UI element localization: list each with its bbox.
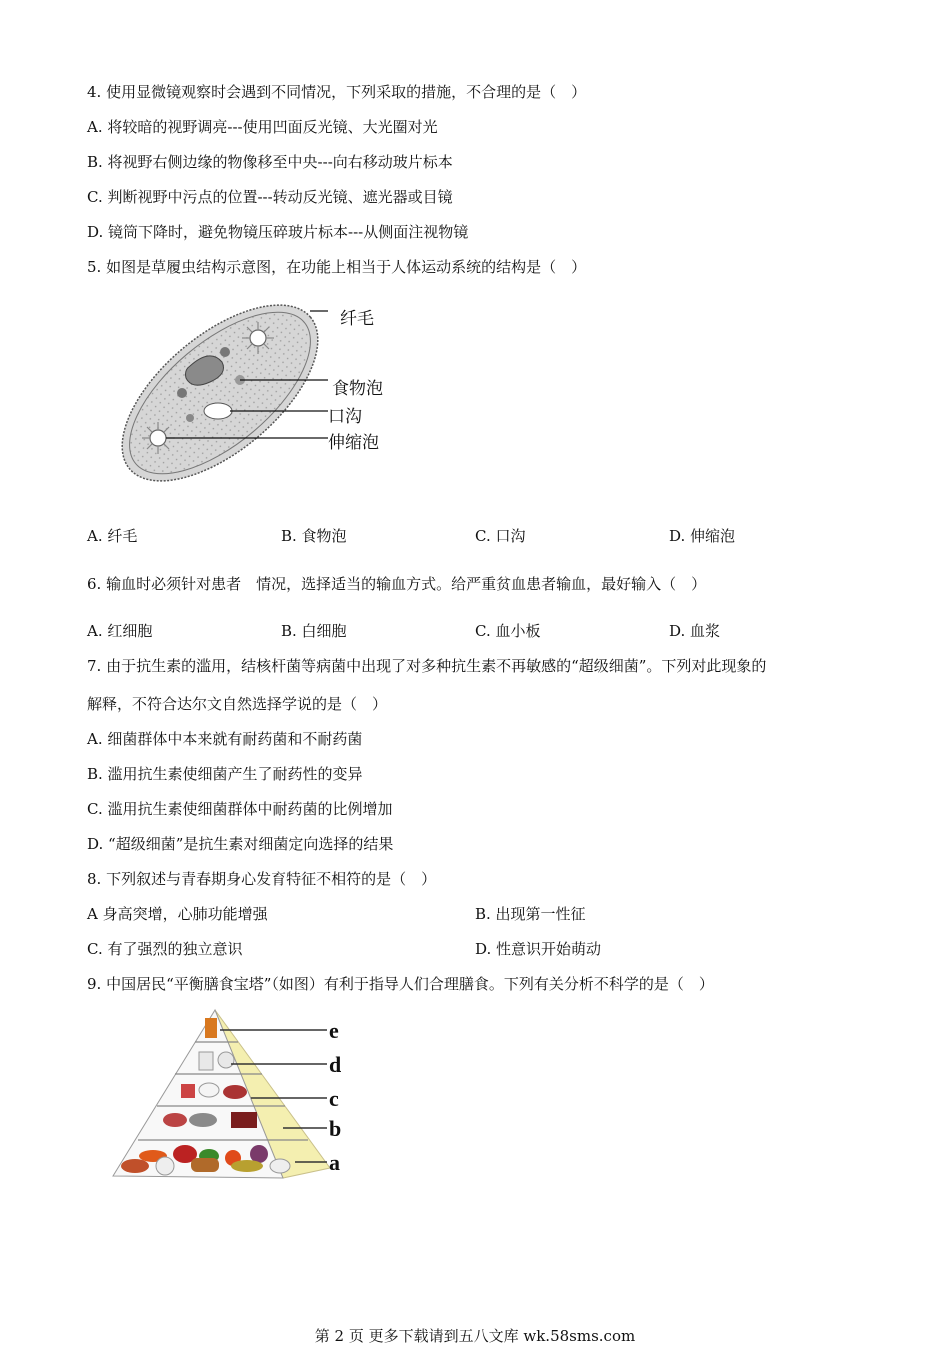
q4-option-c: C. 判断视野中污点的位置---转动反光镜、遮光器或目镜 (87, 188, 453, 206)
q8-option-a: A 身高突增，心肺功能增强 (87, 905, 268, 923)
q5-stem: 5. 如图是草履虫结构示意图，在功能上相当于人体运动系统的结构是（ ） (87, 258, 587, 276)
q4-stem: 4. 使用显微镜观察时会遇到不同情况，下列采取的措施，不合理的是（ ） (87, 83, 587, 101)
paramecium-label-oral-groove: 口沟 (328, 407, 362, 427)
q6-option-b: B. 白细胞 (281, 622, 347, 640)
q7-option-a: A. 细菌群体中本来就有耐药菌和不耐药菌 (87, 730, 363, 748)
q6-option-c: C. 血小板 (475, 622, 541, 640)
q8-option-d: D. 性意识开始萌动 (475, 940, 602, 958)
pyramid-label-d: d (329, 1052, 342, 1077)
q6-option-a: A. 红细胞 (87, 622, 153, 640)
q4-option-d: D. 镜筒下降时，避免物镜压碎玻片标本---从侧面注视物镜 (87, 223, 469, 241)
q7-stem-line1: 7. 由于抗生素的滥用，结核杆菌等病菌中出现了对多种抗生素不再敏感的“超级细菌”。下列对此现象的 (87, 657, 767, 675)
q7-option-b: B. 滥用抗生素使细菌产生了耐药性的变异 (87, 765, 363, 783)
q6-stem: 6. 输血时必须针对患者 情况，选择适当的输血方式。给严重贫血患者输血，最好输入（ ） (87, 575, 707, 593)
q7-stem-line2: 解释，不符合达尔文自然选择学说的是（ ） (87, 695, 388, 713)
pyramid-label-a: a (329, 1150, 340, 1175)
food-pyramid-figure (105, 1008, 345, 1180)
q5-option-c: C. 口沟 (475, 527, 526, 545)
paramecium-label-food-vacuole: 食物泡 (332, 379, 383, 399)
q4-option-b: B. 将视野右侧边缘的物像移至中央---向右移动玻片标本 (87, 153, 453, 171)
q5-option-a: A. 纤毛 (87, 527, 138, 545)
q6-option-d: D. 血浆 (669, 622, 721, 640)
page-footer: 第 2 页 更多下载请到五八文库 wk.58sms.com (314, 1327, 636, 1345)
q8-option-c: C. 有了强烈的独立意识 (87, 940, 243, 958)
q9-stem: 9. 中国居民“平衡膳食宝塔”（如图）有利于指导人们合理膳食。下列有关分析不科学的是（ ） (87, 975, 714, 993)
paramecium-label-contractile-vacuole: 伸缩泡 (328, 433, 379, 453)
q8-stem: 8. 下列叙述与青春期身心发育特征不相符的是（ ） (87, 870, 437, 888)
pyramid-label-e: e (329, 1018, 339, 1043)
q7-option-d: D. “超级细菌”是抗生素对细菌定向选择的结果 (87, 835, 394, 853)
q4-option-a: A. 将较暗的视野调亮---使用凹面反光镜、大光圈对光 (87, 118, 438, 136)
q5-option-b: B. 食物泡 (281, 527, 347, 545)
q5-option-d: D. 伸缩泡 (669, 527, 736, 545)
paramecium-label-cilia: 纤毛 (340, 309, 374, 329)
q7-option-c: C. 滥用抗生素使细菌群体中耐药菌的比例增加 (87, 800, 393, 818)
q8-option-b: B. 出现第一性征 (475, 905, 586, 923)
pyramid-label-c: c (329, 1086, 339, 1111)
pyramid-label-b: b (329, 1116, 342, 1141)
